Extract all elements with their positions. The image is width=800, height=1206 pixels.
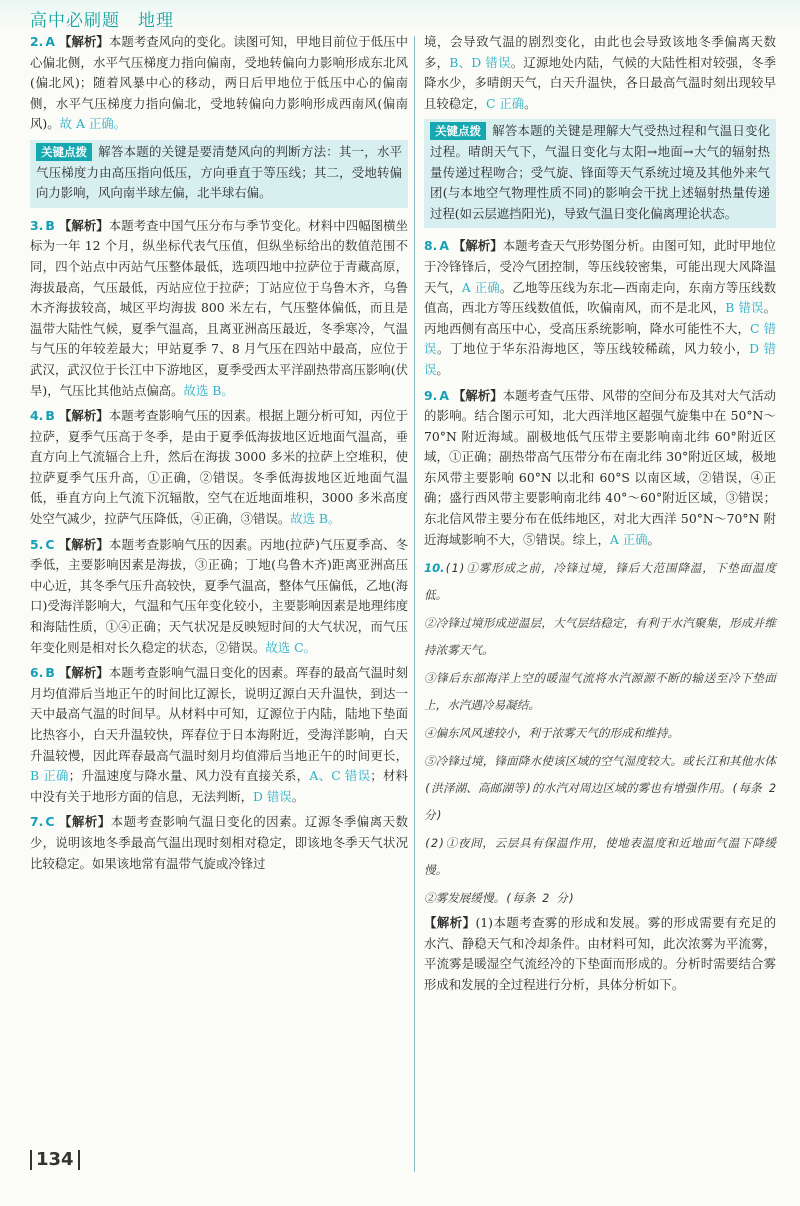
analysis-text: 。冬季低海拔地区近地面气温低，垂直方向上气流下沉辐散，空气在近地面堆积，3000 多米高度处空气减少，拉萨气压降低， [30, 469, 409, 527]
key-point-text: 解答本题的关键是要清楚风向的判断方法：其一，水平气压梯度力由高压指向低压，方向垂直于等压线；其二，受地转偏向力影响，风向南半球左偏，北半球右偏。 [36, 143, 402, 201]
analysis-text: ；天气状况是反映短时间的大气状况，而气压年变化则是相对长久稳定的状态， [30, 619, 409, 655]
analysis-tag: 【解析】 [452, 238, 503, 254]
key-point-label: 关键点拨 [36, 143, 92, 161]
conclusion: 故 A 正确。 [59, 116, 127, 132]
answer-q7-start [30, 812, 408, 874]
judgement: ①正确 [449, 449, 487, 465]
answer-letter: B [45, 217, 55, 233]
analysis-text: 。辽源地处内陆，气候的大陆性相对较强，冬季降水少，多晴朗天气，白天升温快，各日最高气温时刻出现较早且较稳定， [424, 54, 777, 111]
right-column [424, 32, 776, 1001]
analysis-text: ；升温速度与降水量、风力没有直接关系， [68, 768, 310, 784]
answer-q3 [30, 216, 408, 401]
analysis-tag: 【解析】 [58, 536, 109, 552]
analysis-text: 境，会导致气温的剧烈变化，由此也会导致该地冬季偏离天数多， [424, 34, 776, 70]
analysis-tag: 【解析】 [58, 665, 109, 681]
analysis-tag: 【解析】 [424, 915, 476, 931]
analysis-text: 本题考查风向的变化。读图可知，甲地目前位于低压中心偏北侧，水平气压梯度力指向偏南，受地转偏向力影响形成东北风(偏北风)；随着风暴中心的移动，两日后甲地位于低压中心的偏南侧，水平气压梯度力指向偏北，受地转偏向力影响形成西南风(偏南风)。 [30, 34, 409, 132]
answer-q6 [30, 663, 408, 807]
key-point-label: 关键点拨 [430, 122, 486, 140]
answer-letter: C [45, 536, 55, 552]
analysis-tag: 【解析】 [58, 814, 111, 830]
judgement: B、D 错误 [449, 54, 511, 70]
analysis-text: ；副热带高气压带分布在南北纬 30°附近区域，极地东风带主要影响 60°N 以北和 60°S 以南区域， [424, 449, 776, 485]
key-point-box [424, 119, 776, 228]
analysis-text: 。 [277, 511, 291, 527]
answer-q5 [30, 535, 408, 659]
question-number: 5. [30, 536, 44, 552]
answer-point: ②雾发展缓慢。(每条 2 分) [424, 891, 575, 906]
judgement: B 正确 [30, 768, 69, 784]
analysis-text: 。 [291, 788, 305, 804]
column-divider [414, 36, 415, 1172]
analysis-text: ；丁地(乌鲁木齐)距离亚洲高压中心近，其冬季气压升高较快，夏季气温高，整体气压偏低，乙地(海口)受海洋影响大，气温和气压年变化较小，主要影响因素是地理纬度和海陆性质， [30, 557, 409, 635]
analysis-text: (1)本题考查雾的形成和发展。雾的形成需要有充足的水汽、静稳天气和冷却条件。由材料可知，此次浓雾为平流雾，平流雾是暖湿空气流经冷的下垫面而形成的。分析时需要结合雾形成和发展的全过程进行分析，具体分析如下。 [424, 915, 776, 993]
analysis-text: 本题考查气压带、风带的空间分布及其对大气活动的影响。结合图示可知，北大西洋地区超强气旋集中在 50°N～70°N 附近海域。副极地低气压带主要影响南北纬 60°附近区域， [424, 387, 777, 465]
analysis-text: 。丁地位于华东沿海地区，等压线较稀疏，风力较小， [437, 341, 750, 357]
analysis-text: 本题考查影响气压的因素。根据上题分析可知，丙位于拉萨，夏季气压高于冬季，是由于夏季低海拔地区近地面气温高，垂直方向上气流辐合上升，然后在海拔 3000 多米的拉萨上空堆积，使拉萨夏季气压升高， [30, 408, 409, 485]
answer-q8 [424, 236, 776, 380]
answer-q9 [424, 386, 776, 551]
analysis-text: ；材料中没有关于地形方面的信息，无法判断， [30, 768, 409, 804]
judgement: C 正确 [485, 95, 525, 111]
answer-q4 [30, 406, 408, 530]
answer-q2 [30, 32, 408, 135]
answer-q7-continued [424, 32, 776, 114]
conclusion: 故选 C。 [265, 639, 317, 655]
judgement: C 错误 [424, 320, 777, 357]
question-number: 10. [424, 561, 445, 576]
answer-q10 [424, 555, 776, 995]
answer-point: (2)①夜间，云层具有保温作用，使地表温度和近地面气温下降缓慢。 [424, 836, 776, 878]
answer-letter: B [45, 408, 55, 424]
question-number: 9. [424, 387, 438, 403]
analysis-tag: 【解析】 [58, 217, 109, 233]
analysis-text: 本题考查中国气压分布与季节变化。材料中四幅图横坐标为一年 12 个月，纵坐标代表气压值，但纵坐标给出的数值范围不同，四个站点中丙站气压整体最低，选项四地中拉萨位于青藏高原，海拔最高，气压最低，丙站应位于拉萨；丁站应位于乌鲁木齐，乌鲁木齐海拔较高，城区平均海拔 800 米左右，气压整体偏低，而且是温带大陆性气候，夏季气温高，且离亚洲高压最近，冬季寒冷，气温与气压的年较差最大；甲站夏季 7、8 月气压在四站中最高，应位于武汉，武汉位于长江中下游地区，夏季受西太平洋副热带高压影响(伏旱)，气压比其他站点偏高。 [30, 217, 409, 398]
answer-point: ③锋后东部海洋上空的暖湿气流将水汽源源不断的输送至冷下垫面上，水汽遇冷易凝结。 [424, 671, 776, 713]
answer-point: (1)①雾形成之前，冷锋过境，锋后大范围降温，下垫面温度低。 [424, 561, 776, 603]
analysis-text: 本题考查影响气温日变化的因素。珲春的最高气温时刻月均值滞后当地正午的时间比辽源长，说明辽源白天升温快，到达一天中最高气温的时间早。从材料中可知，辽源位于内陆，陆地下垫面比热容小，白天升温较快，珲春位于日本海附近，受海洋影响，白天升温较慢，因此珲春最高气温时刻月均值滞后当地正午的时间更长， [30, 665, 409, 763]
judgement: ②错误，④正确 [424, 469, 777, 506]
answer-letter: C [45, 814, 55, 830]
answer-letter: A [45, 34, 55, 49]
analysis-text: 。 [436, 361, 449, 377]
analysis-text: 本题考查天气形势图分析。由图可知，此时甲地位于冷锋锋后，受冷气团控制，等压线较密集，可能出现大风降温天气， [424, 238, 777, 295]
analysis-text: 本题考查影响气压的因素。丙地(拉萨)气压夏季高、冬季低，主要影响因素是海拔， [30, 536, 408, 573]
question-number: 3. [30, 217, 44, 233]
key-point-box [30, 140, 408, 208]
analysis-text: 本题考查影响气温日变化的因素。辽源冬季偏离天数少，说明该地冬季最高气温出现时刻相对稳定，即该地冬季天气状况比较稳定。如果该地常有温带气旋或冷锋过 [30, 814, 409, 871]
question-number: 8. [424, 238, 438, 254]
judgement: ①正确，②错误 [147, 469, 239, 485]
question-number: 4. [30, 408, 44, 424]
judgement: ④正确，③错误 [191, 511, 278, 527]
page-number: 134 [30, 1150, 80, 1170]
analysis-tag: 【解析】 [58, 34, 109, 49]
judgement: ②错误 [215, 639, 254, 655]
analysis-text: 。丙地西侧有高压中心，受高压系统影响，降水可能性不大， [424, 300, 777, 336]
handwritten-answer [424, 555, 776, 912]
conclusion: 故选 B。 [183, 382, 234, 398]
answer-letter: B [45, 665, 55, 681]
answer-point: ②冷锋过境形成逆温层，大气层结稳定，有利于水汽聚集，形成并维持浓雾天气。 [424, 616, 776, 658]
analysis-tag: 【解析】 [58, 408, 109, 424]
answer-letter: A [439, 387, 449, 403]
key-point-text: 解答本题的关键是理解大气受热过程和气温日变化过程。晴朗天气下，气温日变化与太阳→地面→大气的辐射热量传递过程吻合；受气旋、锋面等天气系统过境及其他外来气团(与本地空气物理性质不同)的影响会干扰上述辐射热量传递过程(如云层遮挡阳光)，导致气温日变化偏离理论状态。 [430, 123, 770, 221]
answer-letter: A [439, 238, 449, 254]
analysis-text: 。 [253, 639, 266, 655]
left-column [30, 32, 408, 879]
judgement: B 错误 [725, 300, 764, 316]
question-number: 6. [30, 665, 44, 681]
answer-point: ⑤冷锋过境，锋面降水使该区域的空气湿度较大。或长江和其他水体(洪泽湖、高邮湖等)的水汽对周边区域的雾也有增强作用。(每条 2 分) [424, 754, 776, 823]
analysis-text: 。 [647, 531, 660, 547]
judgement: ⑤错误 [523, 531, 561, 547]
judgement: A、C 错误 [309, 768, 371, 784]
judgement: A 正确 [609, 531, 648, 547]
book-title: 高中必刷题 地理 [30, 11, 174, 31]
analysis-text: ；盛行西风带主要影响南北纬 40°～60°附近区域，③错误；东北信风带主要分布在低纬地区，对北大西洋 50°N～70°N 附近海域影响不大， [424, 490, 776, 547]
conclusion: 故选 B。 [290, 511, 341, 527]
analysis-tag: 【解析】 [452, 387, 503, 403]
judgement: ③正确 [194, 557, 234, 573]
judgement: D 错误 [424, 341, 777, 377]
question-number: 2. [30, 34, 44, 49]
judgement: ①④正确 [105, 619, 157, 635]
analysis-text: 。乙地等压线为东北—西南走向，东南方等压线数值高，西北方等压线数值低，吹偏南风，而不是北风， [424, 279, 777, 316]
analysis-text: 。综上， [560, 531, 610, 547]
question-number: 7. [30, 814, 44, 830]
answer-point: ④偏东风风速较小，利于浓雾天气的形成和维持。 [424, 726, 680, 741]
judgement: A 正确 [461, 279, 500, 295]
analysis-text: 。 [524, 95, 537, 111]
judgement: D 错误 [253, 788, 292, 804]
